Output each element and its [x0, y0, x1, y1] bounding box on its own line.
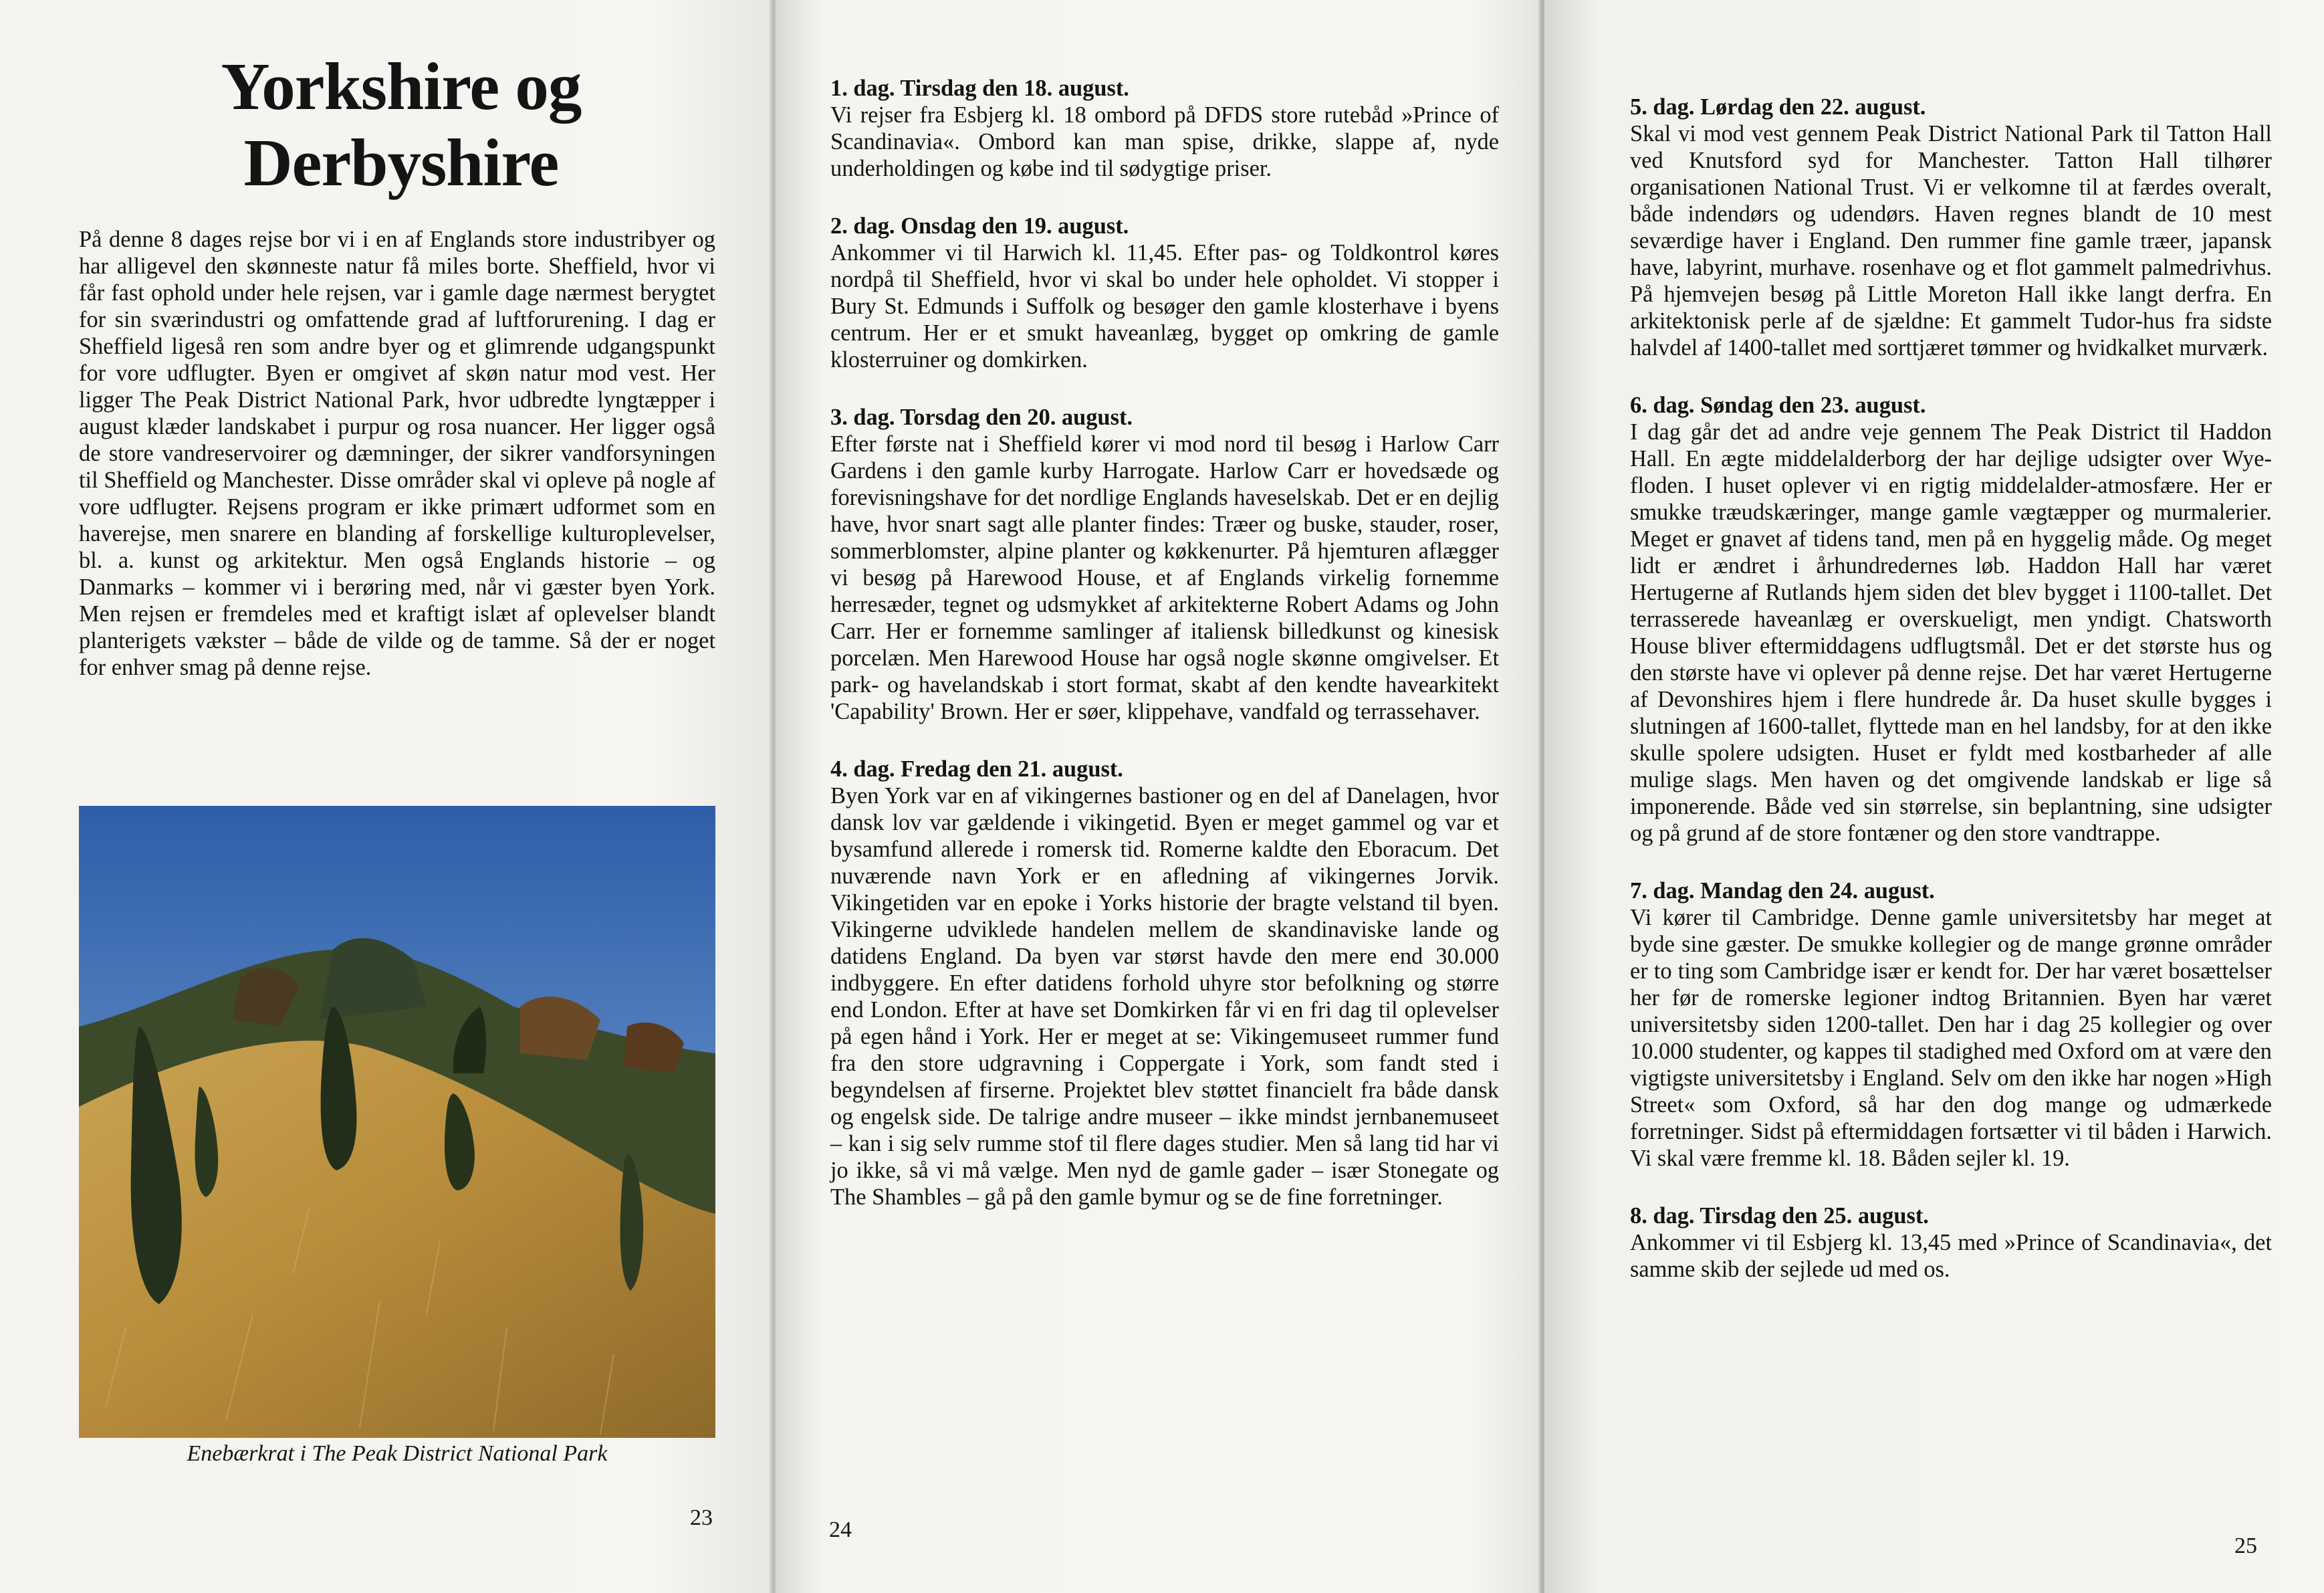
page-number: 24 — [829, 1517, 852, 1542]
itinerary-column-1 — [830, 75, 1499, 1241]
page-25 — [1544, 0, 2324, 1593]
landscape-photo — [79, 806, 715, 1438]
title-line-1: Yorkshire og — [221, 49, 582, 124]
page-number: 23 — [690, 1505, 713, 1530]
day-section — [1630, 1202, 2272, 1283]
day-heading: 4. dag. Fredag den 21. august. — [830, 756, 1123, 782]
day-text: Ankommer vi til Esbjerg kl. 13,45 med »Prince of Scandinavia«, det samme skib der sejlede ud med os. — [1630, 1230, 2272, 1282]
day-section — [830, 213, 1499, 373]
day-heading: 1. dag. Tirsdag den 18. august. — [830, 76, 1129, 101]
page-title — [80, 48, 722, 201]
day-heading: 7. dag. Mandag den 24. august. — [1630, 878, 1935, 904]
day-section — [1630, 94, 2272, 361]
day-section — [1630, 877, 2272, 1172]
day-heading: 8. dag. Tirsdag den 25. august. — [1630, 1203, 1929, 1229]
day-section — [830, 756, 1499, 1210]
day-section — [830, 404, 1499, 725]
title-line-2: Derbyshire — [243, 125, 559, 200]
day-heading: 2. dag. Onsdag den 19. august. — [830, 213, 1129, 239]
juniper-scrub-image — [79, 806, 715, 1438]
day-section — [1630, 392, 2272, 847]
day-text: Ankommer vi til Harwich kl. 11,45. Efter pas- og Toldkontrol køres nordpå til Sheffield, hvor vi skal bo under hele opholdet. Vi stopper i Bury St. Edmunds i Suffolk og besøger den gamle klosterhave i byens centrum. Her er et smukt haveanlæg, bygget op omkring de gamle klosterruiner og domkirken. — [830, 240, 1499, 373]
page-23 — [0, 0, 776, 1593]
day-text: Efter første nat i Sheffield kører vi mod nord til besøg i Harlow Carr Gardens i den gamle kurby Harrogate. Harlow Carr er hovedsæde og forevisningshave for det nordlige Englands haveselskab. Det er en dejlig have, hvor snart sagt alle planter findes: Træer og buske, stauder, roser, sommerblomster, alpine planter og køkkenurter. På hjemturen aflægger vi besøg på Harewood House, et af Englands virkelig fornemme herresæder, tegnet og udsmykket af arkitekterne Robert Adams og John Carr. Her er fornemme samlinger af italiensk billedkunst og kinesisk porcelæn. Men Harewood House har også nogle skønne omgivelser. Et park- og havelandskab i stort format, skabt af den kendte havearkitekt 'Capability' Brown. Her er søer, klippehave, vandfald og terrassehaver. — [830, 431, 1499, 724]
photo-caption: Enebærkrat i The Peak District National Park — [187, 1441, 608, 1466]
page-number: 25 — [2234, 1533, 2257, 1558]
day-text: I dag går det ad andre veje gennem The Peak District til Haddon Hall. En ægte middelalderborg der har dejlige udsigter over Wye-floden. I huset oplever vi en rigtig middelalder-atmosfære. Her er smukke træudskæringer, mange gamle vægtæpper og murmalerier. Meget er gnavet af tidens tand, men på en hyggelig måde. Og meget lidt er ændret i århundredernes løb. Haddon Hall har været Hertugerne af Rutlands hjem siden det blev bygget i 1100-tallet. Det terrasserede haveanlæg er overskueligt, men yndigt. Chatsworth House bliver eftermiddagens udflugtsmål. Det er det største hus og den største have vi oplever på denne rejse. Det har været Hertugerne af Devonshires hjem i flere hundrede år. Da huset skulle bygges i slutningen af 1600-tallet, flyttede man en hel landsby, for at den ikke skulle spolere udsigten. Huset er fyldt med kostbarheder af alle mulige slags. Men haven og det omgivende landskab er lige så imponerende. Både ved sin størrelse, sin beplantning, sine udsigter og på grund af de store fontæner og den store vandtrappe. — [1630, 419, 2272, 846]
day-heading: 3. dag. Torsdag den 20. august. — [830, 405, 1133, 430]
day-text: Vi rejser fra Esbjerg kl. 18 ombord på DFDS store rutebåd »Prince of Scandinavia«. Ombord kan man spise, drikke, slappe af, nyde underholdingen og købe ind til sødygtige priser. — [830, 102, 1499, 181]
day-text: Vi kører til Cambridge. Denne gamle universitetsby har meget at byde sine gæster. De smukke kollegier og de mange grønne områder er to ting som Cambridge især er kendt for. Der har været bosættelser her før de romerske legioner indtog Britannien. Byen har været universitetsby siden 1200-tallet. Den har i dag 25 kollegier og over 10.000 studenter, og kappes til stadighed med Oxford om at være den vigtigste universitetsby i England. Selv om den ikke har nogen »High Street« som Oxford, så har den dog mange og udmærkede forretninger. Sidst på eftermiddagen fortsætter vi til båden i Harwich. Vi skal være fremme kl. 18. Båden sejler kl. 19. — [1630, 905, 2272, 1171]
itinerary-column-2 — [1630, 94, 2272, 1313]
page-24 — [776, 0, 1544, 1593]
day-heading: 6. dag. Søndag den 23. august. — [1630, 393, 1926, 418]
day-text: Skal vi mod vest gennem Peak District National Park til Tatton Hall ved Knutsford syd for Manchester. Tatton Hall tilhører organisationen National Trust. Vi er velkomne til at færdes overalt, både indendørs og udendørs. Haven regnes blandt de 10 mest seværdige haver i England. Den rummer fine gamle træer, japansk have, labyrint, murhave. rosenhave og et flot gammelt palmedrivhus. På hjemvejen besøg på Little Moreton Hall ikke langt derfra. En arkitektonisk perle af de sjældne: Et gammelt Tudor-hus fra sidste halvdel af 1400-tallet med sorttjæret tømmer og hvidkalket murværk. — [1630, 121, 2272, 360]
intro-paragraph: På denne 8 dages rejse bor vi i en af Englands store industribyer og har alligevel den skønneste natur få miles borte. Sheffield, hvor vi får fast ophold under hele rejsen, var i gamle dage nærmest berygtet for sin sværindustri og omfattende grad af luftforurening. I dag er Sheffield ligeså ren som andre byer og et glimrende udgangspunkt for vore udflugter. Byen er omgivet af skøn natur mod vest. Her ligger The Peak District National Park, hvor udbredte lyngtæpper i august klæder landskabet i purpur og rosa nuancer. Her ligger også de store vandreservoirer og dæmninger, der sikrer vandforsyningen til Sheffield og Manchester. Disse områder skal vi opleve på nogle af vore udflugter. Rejsens program er ikke primært udformet som en haverejse, men snarere en blanding af forskellige kulturoplevelser, bl. a. kunst og arkitektur. Men også Englands historie – og Danmarks – kommer vi i berøring med, når vi gæster byen York. Men rejsen er fremdeles med et kraftigt islæt af oplevelser blandt planterigets vækster – både de vilde og de tamme. Så der er noget for enhver smag på denne rejse. — [79, 227, 715, 680]
day-text: Byen York var en af vikingernes bastioner og en del af Danelagen, hvor dansk lov var gældende i vikingetid. Byen er meget gammel og var et bysamfund allerede i romersk tid. Romerne kaldte den Eboracum. Det nuværende navn York er en afledning af vikingernes Jorvik. Vikingetiden var en epoke i Yorks historie der bragte velstand til byen. Vikingerne udviklede handelen mellem de skandinaviske lande og datidens England. Da byen var størst havde den mere end 30.000 indbyggere. En efter datidens forhold uhyre stor befolkning og større end London. Efter at have set Domkirken får vi en fri dag til oplevelser på egen hånd i York. Her er meget at se: Vikingemuseet rummer fund fra den store udgravning i Coppergate i York, som fandt sted i begyndelsen af firserne. Projektet blev støttet financielt fra både dansk og engelsk side. De talrige andre museer – ikke mindst jernbanemuseet – kan i sig selv rumme stof til flere dages studier. Men så lang tid har vi jo ikke, så vi må vælge. Men nyd de gamle gader – især Stonegate og The Shambles – gå på den gamle bymur og se de fine forretninger. — [830, 783, 1499, 1210]
day-heading: 5. dag. Lørdag den 22. august. — [1630, 94, 1926, 120]
day-section — [830, 75, 1499, 182]
